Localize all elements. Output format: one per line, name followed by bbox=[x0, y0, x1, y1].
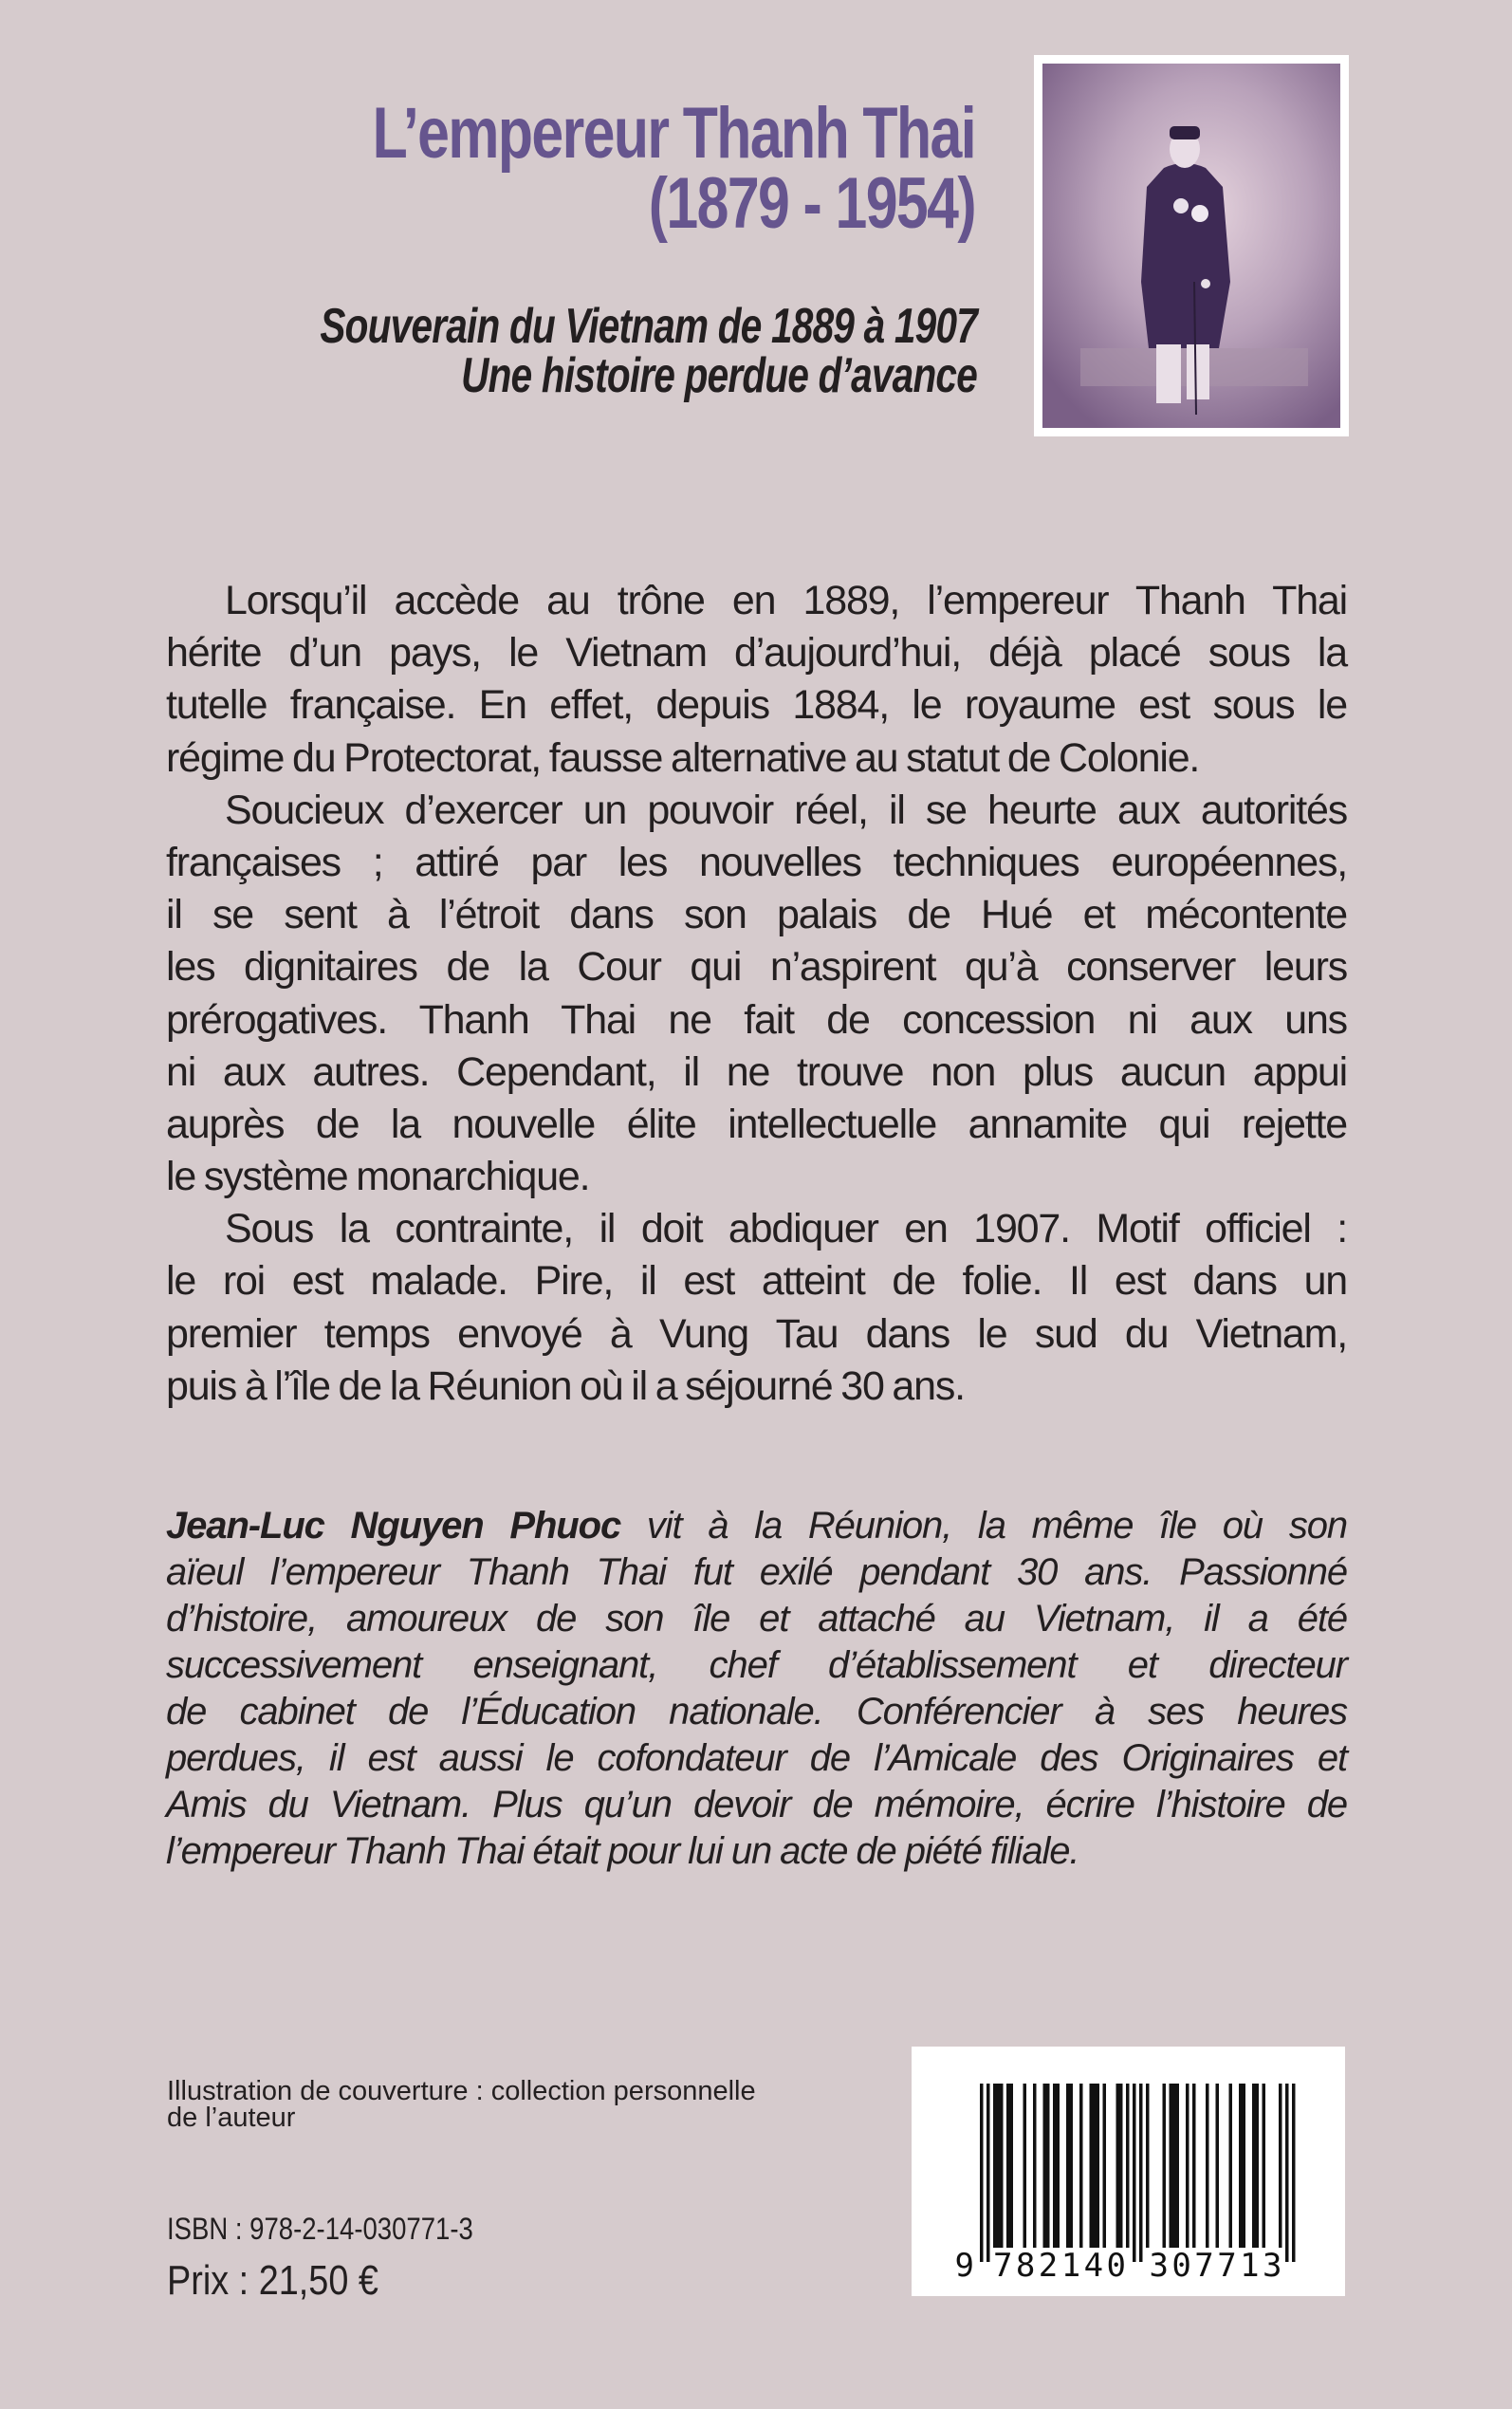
book-subtitle-line-2: Une histoire perdue d’avance bbox=[461, 348, 977, 403]
portrait-robe bbox=[1141, 163, 1230, 348]
bio-line: aïeul l’empereur Thanh Thai fut exilé pendant 30 ans. Passionné bbox=[166, 1551, 1347, 1593]
barcode-bar bbox=[1263, 2084, 1266, 2248]
price: Prix : 21,50 € bbox=[167, 2257, 378, 2304]
summary-line: auprès de la nouvelle élite intellectuelle annamite qui rejette bbox=[166, 1101, 1347, 1147]
barcode-bar bbox=[1279, 2084, 1282, 2248]
illustration-credit bbox=[167, 2078, 907, 2131]
portrait-headwear bbox=[1170, 126, 1200, 139]
portrait-photo bbox=[1042, 64, 1340, 428]
summary-line: Soucieux d’exercer un pouvoir réel, il se heurte aux autorités bbox=[225, 787, 1347, 833]
bio-line bbox=[166, 1503, 1347, 1549]
barcode-bar bbox=[1170, 2084, 1180, 2248]
isbn: ISBN : 978-2-14-030771-3 bbox=[167, 2212, 473, 2246]
author-name: Jean-Luc Nguyen Phuoc bbox=[166, 1505, 621, 1547]
summary-line: premier temps envoyé à Vung Tau dans le sud du Vietnam, bbox=[166, 1310, 1347, 1357]
barcode-digits-right: 307713 bbox=[1149, 2247, 1282, 2285]
barcode-bar bbox=[1126, 2084, 1130, 2248]
summary-line: hérite d’un pays, le Vietnam d’aujourd’hui, déjà placé sous la bbox=[166, 630, 1347, 676]
barcode-bar bbox=[1043, 2084, 1050, 2248]
barcode-bar bbox=[1139, 2084, 1143, 2262]
barcode-bar bbox=[1090, 2084, 1100, 2248]
bio-line-text: vit à la Réunion, la même île où son bbox=[620, 1505, 1348, 1547]
barcode-bar bbox=[1285, 2084, 1289, 2262]
summary-line: le roi est malade. Pire, il est atteint de folie. Il est dans un bbox=[166, 1258, 1347, 1305]
barcode-bar bbox=[1252, 2084, 1259, 2248]
barcode-bar bbox=[1066, 2084, 1073, 2248]
barcode-bar bbox=[986, 2084, 990, 2262]
summary-line: Lorsqu’il accède au trône en 1889, l’empereur Thanh Thai bbox=[225, 578, 1347, 623]
emperor-portrait-illustration bbox=[1042, 64, 1340, 428]
portrait-medal bbox=[1173, 198, 1189, 213]
barcode-bar bbox=[1079, 2084, 1083, 2248]
summary-line: les dignitaires de la Cour qui n’aspirent qu’à conserver leurs bbox=[166, 944, 1347, 991]
bio-line: successivement enseignant, chef d’établissement et directeur bbox=[166, 1644, 1347, 1686]
summary-line: Sous la contrainte, il doit abdiquer en 1907. Motif officiel : bbox=[225, 1206, 1347, 1252]
barcode-bar bbox=[1292, 2084, 1296, 2262]
summary-line: puis à l’île de la Réunion où il a séjourné 30 ans. bbox=[166, 1362, 965, 1409]
barcode-bar bbox=[993, 2084, 1004, 2248]
credit-line-2: de l’auteur bbox=[167, 2103, 296, 2133]
portrait-medal-star bbox=[1191, 205, 1208, 222]
barcode-digit-first: 9 bbox=[954, 2247, 974, 2285]
bio-line: d’histoire, amoureux de son île et attaché au Vietnam, il a été bbox=[166, 1598, 1347, 1640]
barcode-bar bbox=[1192, 2084, 1196, 2248]
summary-line: ni aux autres. Cependant, il ne trouve non plus aucun appui bbox=[166, 1048, 1347, 1095]
bio-line: de cabinet de l’Éducation nationale. Conférencier à ses heures bbox=[166, 1691, 1347, 1733]
summary-text bbox=[166, 575, 1347, 1413]
summary-line: prérogatives. Thanh Thai ne fait de concession ni aux uns bbox=[166, 996, 1347, 1043]
barcode-bar bbox=[1146, 2084, 1150, 2248]
summary-line: françaises ; attiré par les nouvelles techniques européennes, bbox=[166, 839, 1347, 885]
bio-line: perdues, il est aussi le cofondateur de l’Amicale des Originaires et bbox=[166, 1737, 1347, 1779]
barcode-bar bbox=[1033, 2084, 1037, 2248]
summary-line: régime du Protectorat, fausse alternative au statut de Colonie. bbox=[166, 734, 1200, 781]
barcode-bar bbox=[1163, 2084, 1167, 2248]
summary-line: tutelle française. En effet, depuis 1884, le royaume est sous le bbox=[166, 682, 1347, 729]
portrait-frame bbox=[1034, 55, 1349, 436]
barcode-bar bbox=[1239, 2084, 1245, 2248]
barcode-bar bbox=[1206, 2084, 1209, 2248]
bio-line: Amis du Vietnam. Plus qu’un devoir de mémoire, écrire l’histoire de bbox=[166, 1784, 1347, 1825]
book-title-line-2: (1879 - 1954) bbox=[648, 163, 975, 244]
portrait-trouser-left bbox=[1156, 344, 1181, 403]
barcode-bar bbox=[1186, 2084, 1189, 2248]
barcode-bar bbox=[1133, 2084, 1136, 2262]
book-subtitle-line-1: Souverain du Vietnam de 1889 à 1907 bbox=[320, 299, 977, 354]
barcode-bar bbox=[1229, 2084, 1233, 2248]
portrait-hand bbox=[1201, 279, 1210, 288]
barcode-bar bbox=[1053, 2084, 1060, 2248]
barcode bbox=[912, 2047, 1345, 2296]
book-subtitle bbox=[28, 299, 977, 403]
ean13-barcode bbox=[912, 2047, 1345, 2296]
summary-line: le système monarchique. bbox=[166, 1154, 590, 1200]
portrait-trouser-right bbox=[1187, 344, 1209, 399]
barcode-bar bbox=[1116, 2084, 1123, 2248]
book-title bbox=[121, 93, 975, 244]
barcode-bar bbox=[1023, 2084, 1027, 2248]
barcode-bar bbox=[1006, 2084, 1013, 2248]
bio-line: l’empereur Thanh Thai était pour lui un acte de piété filiale. bbox=[166, 1830, 1079, 1872]
summary-line: il se sent à l’étroit dans son palais de Hué et mécontente bbox=[166, 892, 1347, 938]
barcode-bar bbox=[1216, 2084, 1220, 2248]
barcode-digits-left: 782140 bbox=[993, 2247, 1126, 2285]
author-bio bbox=[166, 1503, 1347, 1875]
barcode-bar bbox=[1103, 2084, 1107, 2248]
barcode-bar bbox=[980, 2084, 984, 2262]
book-title-line-1: L’empereur Thanh Thai bbox=[372, 93, 975, 174]
credit-line-1: Illustration de couverture : collection personnelle bbox=[167, 2076, 756, 2106]
